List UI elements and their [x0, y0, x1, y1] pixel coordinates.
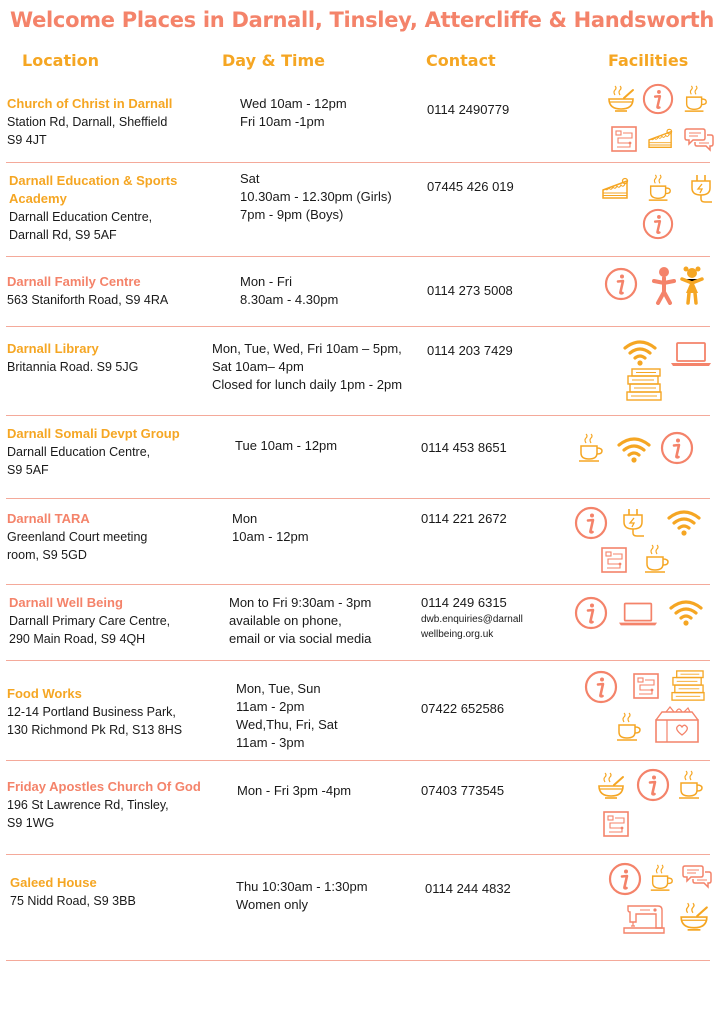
- location-address-line: 12-14 Portland Business Park,: [7, 705, 176, 719]
- time-line: 10.30am - 12.30pm (Girls): [240, 189, 392, 204]
- row-divider: [6, 256, 710, 257]
- day-time-cell: [235, 437, 337, 455]
- time-line: available on phone,: [229, 613, 342, 628]
- day-time-cell: [236, 878, 368, 914]
- facilities-cell: [604, 265, 724, 345]
- location-name: Darnall Well Being: [9, 595, 123, 610]
- time-line: 11am - 3pm: [236, 735, 305, 750]
- wifi-icon: [616, 435, 652, 463]
- day-time-cell: [240, 95, 347, 131]
- time-line: Wed 10am - 12pm: [240, 96, 347, 111]
- location-name: Darnall Library: [7, 341, 99, 356]
- day-time-cell: [229, 594, 371, 648]
- location-address-line: 196 St Lawrence Rd, Tinsley,: [7, 798, 169, 812]
- time-line: email or via social media: [229, 631, 372, 646]
- location-name: Darnall Somali Devpt Group: [7, 426, 180, 441]
- location-address-line: 290 Main Road, S9 4QH: [9, 632, 146, 646]
- laptop-icon: [670, 340, 712, 368]
- hot-drink-icon: [648, 864, 676, 892]
- email-address[interactable]: dwb.enquiries@darnall: [421, 614, 523, 625]
- phone-number[interactable]: 07403 773545: [421, 783, 505, 798]
- location-name: Food Works: [7, 686, 82, 701]
- info-icon: [574, 506, 608, 540]
- location-name: Darnall Family Centre: [7, 274, 141, 289]
- time-line: Wed,Thu, Fri, Sat: [236, 717, 338, 732]
- location-name: Galeed House: [10, 875, 97, 890]
- facilities-cell: [584, 670, 724, 750]
- row-divider: [6, 854, 710, 855]
- children-icon: [644, 265, 712, 305]
- location-address-line: Darnall Rd, S9 5AF: [9, 228, 117, 242]
- time-line: Mon, Tue, Sun: [236, 681, 321, 696]
- location-address-line: Darnall Education Centre,: [9, 210, 153, 224]
- email-address[interactable]: wellbeing.org.uk: [421, 629, 494, 640]
- phone-number[interactable]: 0114 453 8651: [421, 440, 507, 455]
- contact-cell: [421, 510, 507, 528]
- location-address-line: Greenland Court meeting: [7, 530, 148, 544]
- row-divider: [6, 660, 710, 661]
- facilities-cell: [574, 596, 724, 676]
- facilities-cell: [594, 768, 724, 848]
- location-cell: [7, 510, 212, 564]
- board-game-icon: [610, 125, 638, 153]
- header-day-time: Day & Time: [222, 51, 326, 70]
- soup-icon: [596, 770, 626, 800]
- contact-cell: [421, 594, 523, 642]
- row-divider: [6, 415, 710, 416]
- phone-number[interactable]: 0114 249 6315: [421, 595, 507, 610]
- cake-icon: [600, 176, 632, 202]
- charging-icon: [620, 508, 646, 538]
- time-line: Sat 10am– 4pm: [212, 359, 304, 374]
- location-cell: [7, 340, 212, 376]
- location-cell: [7, 685, 212, 739]
- laptop-icon: [618, 600, 658, 628]
- facilities-cell: [574, 431, 724, 511]
- time-line: Mon to Fri 9:30am - 3pm: [229, 595, 372, 610]
- facilities-cell: [620, 338, 724, 418]
- header-facilities: Facilities: [608, 51, 689, 70]
- location-name: Church of Christ in Darnall: [7, 96, 173, 111]
- hot-drink-icon: [676, 770, 706, 800]
- day-time-cell: [236, 680, 338, 752]
- phone-number[interactable]: 0114 244 4832: [425, 881, 511, 896]
- phone-number[interactable]: 0114 2490779: [427, 102, 510, 117]
- time-line: Thu 10:30am - 1:30pm: [236, 879, 368, 894]
- board-game-icon: [602, 810, 630, 838]
- location-cell: [7, 778, 212, 832]
- time-line: Mon - Fri 3pm -4pm: [237, 783, 352, 798]
- time-line: Sat: [240, 171, 260, 186]
- hot-drink-icon: [682, 85, 710, 113]
- soup-icon: [678, 900, 710, 932]
- location-address-line: 563 Staniforth Road, S9 4RA: [7, 293, 169, 307]
- books-icon: [624, 368, 664, 402]
- location-address-line: 75 Nidd Road, S9 3BB: [10, 894, 136, 908]
- location-address-line: S9 5AF: [7, 463, 49, 477]
- location-address-line: S9 1WG: [7, 816, 55, 830]
- soup-icon: [606, 83, 636, 113]
- time-line: 7pm - 9pm (Boys): [240, 207, 344, 222]
- location-address-line: Britannia Road. S9 5JG: [7, 360, 139, 374]
- phone-number[interactable]: 0114 203 7429: [427, 343, 513, 358]
- row-divider: [6, 584, 710, 585]
- location-cell: [7, 425, 212, 479]
- phone-number[interactable]: 0114 273 5008: [427, 283, 513, 298]
- info-icon: [642, 208, 674, 240]
- info-icon: [660, 431, 694, 465]
- info-icon: [574, 596, 608, 630]
- day-time-cell: [240, 170, 392, 224]
- board-game-icon: [632, 672, 660, 700]
- phone-number[interactable]: 0114 221 2672: [421, 511, 507, 526]
- time-line: Mon: [232, 511, 258, 526]
- phone-number[interactable]: 07445 426 019: [427, 179, 514, 194]
- contact-cell: [425, 880, 511, 898]
- time-line: Tue 10am - 12pm: [235, 438, 338, 453]
- time-line: Women only: [236, 897, 309, 912]
- info-icon: [584, 670, 618, 704]
- location-name: Friday Apostles Church Of God: [7, 779, 201, 794]
- location-cell: [10, 874, 215, 910]
- contact-cell: [427, 101, 509, 119]
- hot-drink-icon: [576, 433, 606, 463]
- time-line: Mon, Tue, Wed, Fri 10am – 5pm,: [212, 341, 402, 356]
- location-address-line: Darnall Education Centre,: [7, 445, 151, 459]
- location-address-line: S9 4JT: [7, 133, 47, 147]
- wifi-icon: [666, 508, 702, 536]
- chat-icon: [682, 862, 712, 890]
- info-icon: [642, 83, 674, 115]
- row-divider: [6, 960, 710, 961]
- board-game-icon: [600, 546, 628, 574]
- header-contact: Contact: [426, 51, 496, 70]
- contact-cell: [427, 282, 513, 300]
- row-divider: [6, 498, 710, 499]
- time-line: 8.30am - 4.30pm: [240, 292, 339, 307]
- time-line: Closed for lunch daily 1pm - 2pm: [212, 377, 403, 392]
- facilities-cell: [574, 506, 724, 586]
- page-title: Welcome Places in Darnall, Tinsley, Attercliffe & Handsworth: [9, 8, 715, 32]
- row-divider: [6, 162, 710, 163]
- contact-cell: [427, 178, 514, 196]
- charging-icon: [688, 174, 714, 204]
- chat-icon: [684, 125, 714, 153]
- header-location: Location: [22, 51, 99, 70]
- location-name: Darnall Education & Sports Academy: [9, 173, 178, 206]
- location-cell: [9, 172, 214, 244]
- time-line: 11am - 2pm: [236, 699, 305, 714]
- location-address-line: Darnall Primary Care Centre,: [9, 614, 171, 628]
- location-cell: [9, 594, 214, 648]
- phone-number[interactable]: 07422 652586: [421, 701, 505, 716]
- facilities-cell: [598, 172, 724, 252]
- contact-cell: [421, 700, 504, 718]
- books-icon: [668, 670, 708, 702]
- facilities-cell: [600, 83, 724, 163]
- info-icon: [604, 267, 638, 301]
- wifi-icon: [668, 598, 704, 626]
- info-icon: [636, 768, 670, 802]
- location-name: Darnall TARA: [7, 511, 90, 526]
- day-time-cell: [240, 273, 338, 309]
- contact-cell: [421, 782, 504, 800]
- location-address-line: room, S9 5GD: [7, 548, 87, 562]
- location-cell: [7, 95, 212, 149]
- row-divider: [6, 760, 710, 761]
- food-box-icon: [652, 706, 702, 744]
- wifi-icon: [622, 338, 658, 366]
- contact-cell: [421, 439, 507, 457]
- info-icon: [608, 862, 642, 896]
- day-time-cell: [232, 510, 309, 546]
- hot-drink-icon: [646, 174, 674, 202]
- location-address-line: Station Rd, Darnall, Sheffield: [7, 115, 168, 129]
- location-cell: [7, 273, 212, 309]
- facilities-cell: [606, 862, 724, 942]
- day-time-cell: [237, 782, 351, 800]
- sewing-machine-icon: [622, 902, 666, 936]
- time-line: Mon - Fri: [240, 274, 292, 289]
- time-line: 10am - 12pm: [232, 529, 309, 544]
- hot-drink-icon: [614, 712, 644, 742]
- cake-icon: [646, 127, 676, 151]
- location-address-line: 130 Richmond Pk Rd, S13 8HS: [7, 723, 183, 737]
- contact-cell: [427, 342, 513, 360]
- hot-drink-icon: [642, 544, 672, 574]
- day-time-cell: [212, 340, 402, 394]
- time-line: Fri 10am -1pm: [240, 114, 325, 129]
- row-divider: [6, 326, 710, 327]
